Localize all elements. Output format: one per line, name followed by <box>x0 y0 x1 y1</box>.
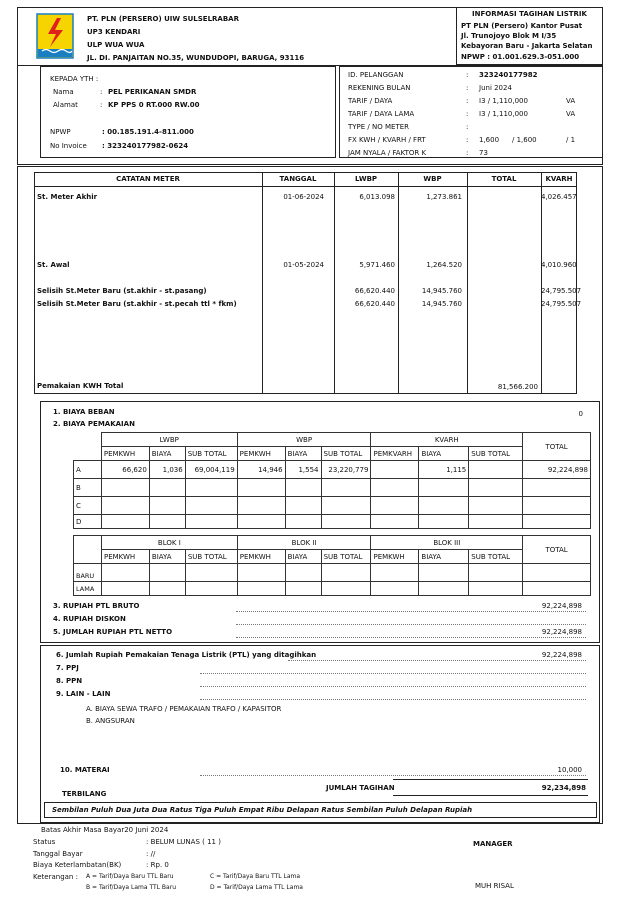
meter-akhir-lwbp: 6,013.098 <box>359 193 395 201</box>
sub-subtotal: SUB TOTAL <box>185 447 237 461</box>
invoice-value: : 323240177982-0624 <box>102 142 189 150</box>
biaya-pemakaian-table <box>73 432 591 529</box>
header-total: TOTAL <box>523 433 591 461</box>
type-label: TYPE / NO METER <box>348 123 410 131</box>
tanggal-bayar-label: Tanggal Bayar <box>33 850 83 858</box>
tarif-value: I3 / 1,110,000 <box>479 97 528 105</box>
info-title: INFORMASI TAGIHAN LISTRIK <box>472 10 587 18</box>
fx-value-3: / 1 <box>566 136 576 144</box>
table-row: A 66,620 1,036 69,004,119 14,946 1,554 23,220,779 1,115 92,224,898 <box>74 461 591 479</box>
selisih1-lwbp: 66,620.440 <box>354 287 395 295</box>
bruto-value: 92,224,898 <box>541 602 582 610</box>
tarif-lama-unit: VA <box>566 110 576 118</box>
selisih1-label: Selisih St.Meter Baru (st.akhir - st.pasang) <box>37 287 207 295</box>
meter-header-tanggal: TANGGAL <box>279 175 317 183</box>
angsuran-label: B. ANGSURAN <box>86 717 135 725</box>
meter-header-wbp: WBP <box>423 175 442 183</box>
fx-value-1: 1,600 <box>479 136 500 144</box>
npwp-label: NPWP <box>50 128 71 136</box>
keterangan-c: C = Tarif/Daya Baru TTL Lama <box>210 873 301 880</box>
terbilang-label: TERBILANG <box>62 790 107 798</box>
status-label: Status <box>33 838 56 846</box>
fx-value-2: / 1,600 <box>512 136 537 144</box>
status-value: : BELUM LUNAS ( 11 ) <box>146 838 221 846</box>
bulan-label: REKENING BULAN <box>348 84 411 92</box>
ptl-value: 92,224,898 <box>541 651 582 659</box>
meter-akhir-tanggal: 01-06-2024 <box>283 193 324 201</box>
selisih2-label: Selisih St.Meter Baru (st.akhir - st.pecah ttl * fkm) <box>37 300 237 308</box>
info-line3: Kebayoran Baru - Jakarta Selatan <box>461 42 593 50</box>
sub-subtotal: SUB TOTAL <box>321 447 371 461</box>
ppj-label: 7. PPJ <box>56 664 79 672</box>
lain-label: 9. LAIN - LAIN <box>56 690 111 698</box>
meter-awal-tanggal: 01-05-2024 <box>283 261 324 269</box>
sewa-trafo-label: A. BIAYA SEWA TRAFO / PEMAKAIAN TRAFO / KAPASITOR <box>86 705 282 713</box>
group-kvarh: KVARH <box>371 433 523 447</box>
kepada-label: KEPADA YTH : <box>50 75 99 83</box>
lain-frame <box>40 645 600 823</box>
bulan-value: Juni 2024 <box>479 84 512 92</box>
pemakaian-kwh-value: 81,566.200 <box>497 383 538 391</box>
id-value: 323240177982 <box>479 71 538 79</box>
tarif-label: TARIF / DAYA <box>348 97 393 105</box>
materai-label: 10. MATERAI <box>60 766 110 774</box>
jumlah-tagihan-value: 92,234,898 <box>541 784 586 792</box>
sub-biaya: BIAYA <box>419 447 469 461</box>
blok-3: BLOK III <box>371 536 523 550</box>
tarif-lama-value: I3 / 1,110,000 <box>479 110 528 118</box>
table-row: C <box>74 497 591 515</box>
pln-lightning-logo-icon <box>36 13 74 59</box>
meter-akhir-label: St. Meter Akhir <box>37 193 98 201</box>
keterangan-b: B = Tarif/Daya Lama TTL Baru <box>86 884 176 891</box>
biaya-keterlambatan-label: Biaya Keterlambatan(BK) <box>33 861 122 869</box>
meter-awal-lwbp: 5,971.460 <box>359 261 395 269</box>
tanggal-bayar-value: : // <box>146 850 156 858</box>
jam-label: JAM NYALA / FAKTOR K <box>348 149 427 157</box>
biaya-pemakaian-label: 2. BIAYA PEMAKAIAN <box>53 420 135 428</box>
table-row: D <box>74 515 591 529</box>
tarif-unit: VA <box>566 97 576 105</box>
alamat-value: KP PPS 0 RT.000 RW.00 <box>108 101 200 109</box>
biaya-beban-value: 0 <box>578 410 583 418</box>
group-wbp: WBP <box>237 433 371 447</box>
jumlah-tagihan-label: JUMLAH TAGIHAN <box>326 784 395 792</box>
manager-name: MUH RISAL <box>475 882 514 890</box>
sub-biaya: BIAYA <box>149 447 185 461</box>
sub-subtotal: SUB TOTAL <box>469 447 523 461</box>
company-up3: UP3 KENDARI <box>87 28 141 36</box>
ppn-label: 8. PPN <box>56 677 83 685</box>
info-npwp: NPWP : 01.001.629.3-051.000 <box>461 53 580 61</box>
terbilang-value: Sembilan Puluh Dua Juta Dua Ratus Tiga Puluh Empat Ribu Delapan Ratus Sembilan Puluh Delapan Rupiah <box>52 806 473 814</box>
table-row: B <box>74 479 591 497</box>
meter-table <box>34 172 582 394</box>
table-row: LAMA <box>74 582 591 596</box>
meter-awal-wbp: 1,264.520 <box>426 261 462 269</box>
selisih2-wbp: 14,945.760 <box>421 300 462 308</box>
nama-value: PEL PERIKANAN SMDR <box>108 88 197 96</box>
blok-table: BLOK I BLOK II BLOK III TOTAL PEMKWH BIAYA SUB TOTAL PEMKWH BIAYA SUB TOTAL PEMKWH BIAYA SUB TOTAL BARU LAMA <box>73 535 591 596</box>
selisih2-lwbp: 66,620.440 <box>354 300 395 308</box>
sub-pemkvarh: PEMKVARH <box>371 447 419 461</box>
id-label: ID. PELANGGAN <box>348 71 404 79</box>
batas-bayar: Batas Akhir Masa Bayar20 Juni 2024 <box>41 826 169 834</box>
selisih1-kvarh: 24,795.507 <box>541 287 582 295</box>
meter-header-lwbp: LWBP <box>354 175 378 183</box>
company-ulp: ULP WUA WUA <box>87 41 145 49</box>
info-line2: Jl. Trunojoyo Blok M I/35 <box>461 32 557 40</box>
sub-pemkwh: PEMKWH <box>237 447 285 461</box>
biaya-beban-label: 1. BIAYA BEBAN <box>53 408 115 416</box>
keterangan-a: A = Tarif/Daya Baru TTL Baru <box>86 873 174 880</box>
keterangan-label: Keterangan : <box>33 873 78 881</box>
invoice-label: No Invoice <box>50 142 87 150</box>
npwp-value: : 00.185.191.4-811.000 <box>102 128 194 136</box>
group-lwbp: LWBP <box>101 433 237 447</box>
sub-biaya: BIAYA <box>285 447 321 461</box>
company-address: JL. DI. PANJAITAN NO.35, WUNDUDOPI, BARUGA, 93116 <box>87 54 305 62</box>
meter-akhir-kvarh: 4,026.457 <box>541 193 577 201</box>
selisih2-kvarh: 24,795.507 <box>541 300 582 308</box>
alamat-label: Alamat <box>53 101 78 109</box>
jam-value: 73 <box>479 149 488 157</box>
keterangan-d: D = Tarif/Daya Lama TTL Lama <box>210 884 303 891</box>
diskon-label: 4. RUPIAH DISKON <box>53 615 126 623</box>
meter-header-catatan: CATATAN METER <box>116 175 180 183</box>
pemakaian-kwh-label: Pemakaian KWH Total <box>37 382 124 390</box>
bruto-label: 3. RUPIAH PTL BRUTO <box>53 602 140 610</box>
nama-label: Nama <box>53 88 74 96</box>
netto-label: 5. JUMLAH RUPIAH PTL NETTO <box>53 628 173 636</box>
netto-value: 92,224,898 <box>541 628 582 636</box>
tarif-lama-label: TARIF / DAYA LAMA <box>348 110 415 118</box>
blok-2: BLOK II <box>237 536 371 550</box>
meter-header-kvarh: KVARH <box>545 175 573 183</box>
sub-pemkwh: PEMKWH <box>101 447 149 461</box>
fx-label: FX KWH / KVARH / FRT <box>348 136 426 144</box>
ptl-label: 6. Jumlah Rupiah Pemakaian Tenaga Listrik (PTL) yang ditagihkan <box>56 651 317 659</box>
meter-akhir-wbp: 1,273.861 <box>426 193 462 201</box>
blok-1: BLOK I <box>101 536 237 550</box>
info-line1: PT PLN (Persero) Kantor Pusat <box>461 22 583 30</box>
meter-header-total: TOTAL <box>491 175 517 183</box>
table-row: BARU <box>74 564 591 582</box>
meter-awal-kvarh: 4,010.960 <box>541 261 577 269</box>
blok-header-total: TOTAL <box>523 536 591 564</box>
selisih1-wbp: 14,945.760 <box>421 287 462 295</box>
manager-title: MANAGER <box>473 840 513 848</box>
meter-awal-label: St. Awal <box>37 261 70 269</box>
biaya-keterlambatan-value: : Rp. 0 <box>146 861 169 869</box>
company-name: PT. PLN (PERSERO) UIW SULSELRABAR <box>87 15 239 23</box>
materai-value: 10,000 <box>557 766 582 774</box>
